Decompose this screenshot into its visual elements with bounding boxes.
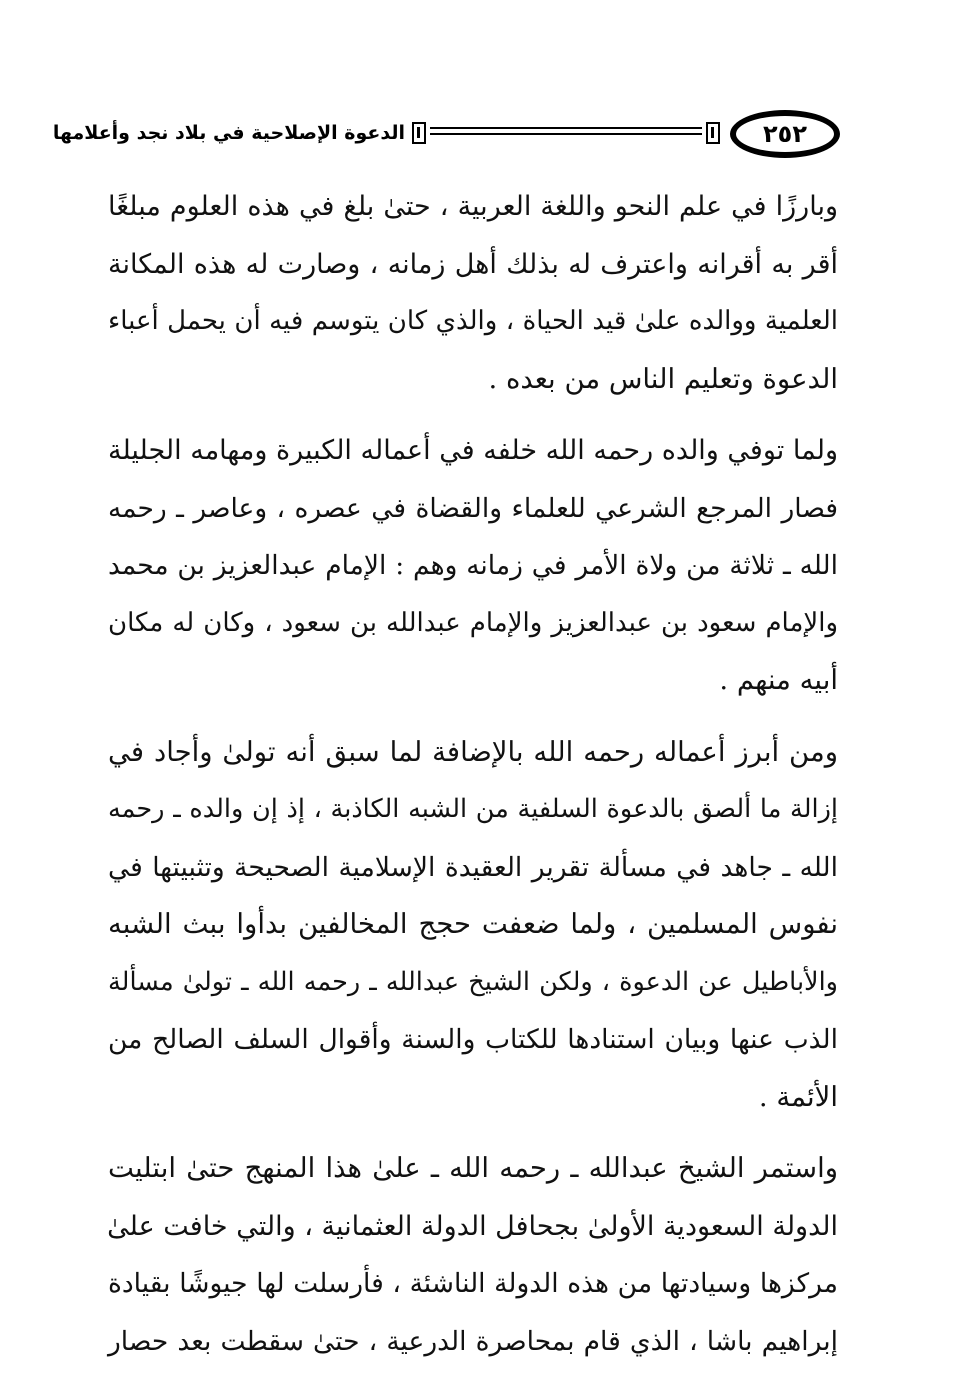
text-line: أبيه منهم . bbox=[719, 664, 838, 696]
header-title: الدعوة الإصلاحية في بلاد نجد وأعلامها bbox=[52, 122, 405, 144]
text-line: الله ـ جاهد في مسألة تقرير العقيدة الإسلامية الصحيحة وتثبيتها في bbox=[108, 851, 838, 883]
text-line: إبراهيم باشا ، الذي قام بمحاصرة الدرعية ، حتىٰ سقطت بعد حصار bbox=[108, 1325, 838, 1357]
page-number: ٢٥٢ bbox=[763, 120, 807, 148]
paragraph-4 bbox=[108, 1140, 838, 1370]
text-line: الدعوة وتعليم الناس من بعده . bbox=[488, 362, 838, 395]
text-line: وبارزًا في علم النحو واللغة العربية ، حتىٰ بلغ في هذه العلوم مبلغًا bbox=[108, 191, 838, 222]
text-line: والإمام سعود بن عبدالعزيز والإمام عبدالله بن سعود ، وكان له مكان bbox=[108, 607, 838, 638]
page-number-badge bbox=[730, 110, 840, 158]
header-rule-left-ornament bbox=[412, 122, 426, 144]
text-line: ومن أبرز أعماله رحمه الله بالإضافة لما سبق أنه تولىٰ وأجاد في bbox=[108, 735, 838, 768]
text-line: نفوس المسلمين ، ولما ضعفت حجج المخالفين بدأوا ببث الشبه bbox=[108, 908, 838, 940]
running-header bbox=[52, 108, 842, 160]
text-line: واستمر الشيخ عبدالله ـ رحمه الله ـ علىٰ هذا المنهج حتىٰ ابتليت bbox=[108, 1152, 838, 1184]
header-rule-right-ornament bbox=[706, 122, 720, 144]
text-line: الذب عنها وبيان استنادها للكتاب والسنة وأقوال السلف الصالح من bbox=[108, 1024, 838, 1055]
header-rule bbox=[430, 127, 702, 135]
paragraph-3 bbox=[108, 724, 838, 1127]
paragraph-1 bbox=[108, 178, 838, 408]
text-line: الدولة السعودية الأولىٰ بجحافل الدولة العثمانية ، والتي خافت علىٰ bbox=[107, 1210, 838, 1242]
text-line: مركزها وسيادتها من هذه الدولة الناشئة ، فأرسلت لها جيوشًا بقيادة bbox=[108, 1268, 838, 1299]
text-line: فصار المرجع الشرعي للعلماء والقضاة في عصره ، وعاصر ـ رحمه bbox=[108, 492, 838, 524]
text-line: الله ـ ثلاثة من ولاة الأمر في زمانه وهم : الإمام عبدالعزيز بن محمد bbox=[108, 550, 838, 581]
text-line: إزالة ما ألصق بالدعوة السلفية من الشبه الكاذبة ، إذ إن والده ـ رحمه bbox=[108, 794, 838, 824]
paragraph-2 bbox=[108, 422, 838, 710]
text-line: والأباطيل عن الدعوة ، ولكن الشيخ عبدالله ـ رحمه الله ـ تولىٰ مسألة bbox=[108, 966, 838, 997]
text-line: الأئمة . bbox=[758, 1080, 838, 1113]
text-line: ولما توفي والده رحمه الله خلفه في أعماله الكبيرة ومهامه الجليلة bbox=[108, 435, 838, 466]
text-line: العلمية ووالده علىٰ قيد الحياة ، والذي كان يتوسم فيه أن يحمل أعباء bbox=[108, 306, 838, 336]
text-line: أقر به أقرانه واعترف له بذلك أهل زمانه ، وصارت له هذه المكانة bbox=[108, 248, 838, 280]
body-text bbox=[108, 178, 838, 1384]
